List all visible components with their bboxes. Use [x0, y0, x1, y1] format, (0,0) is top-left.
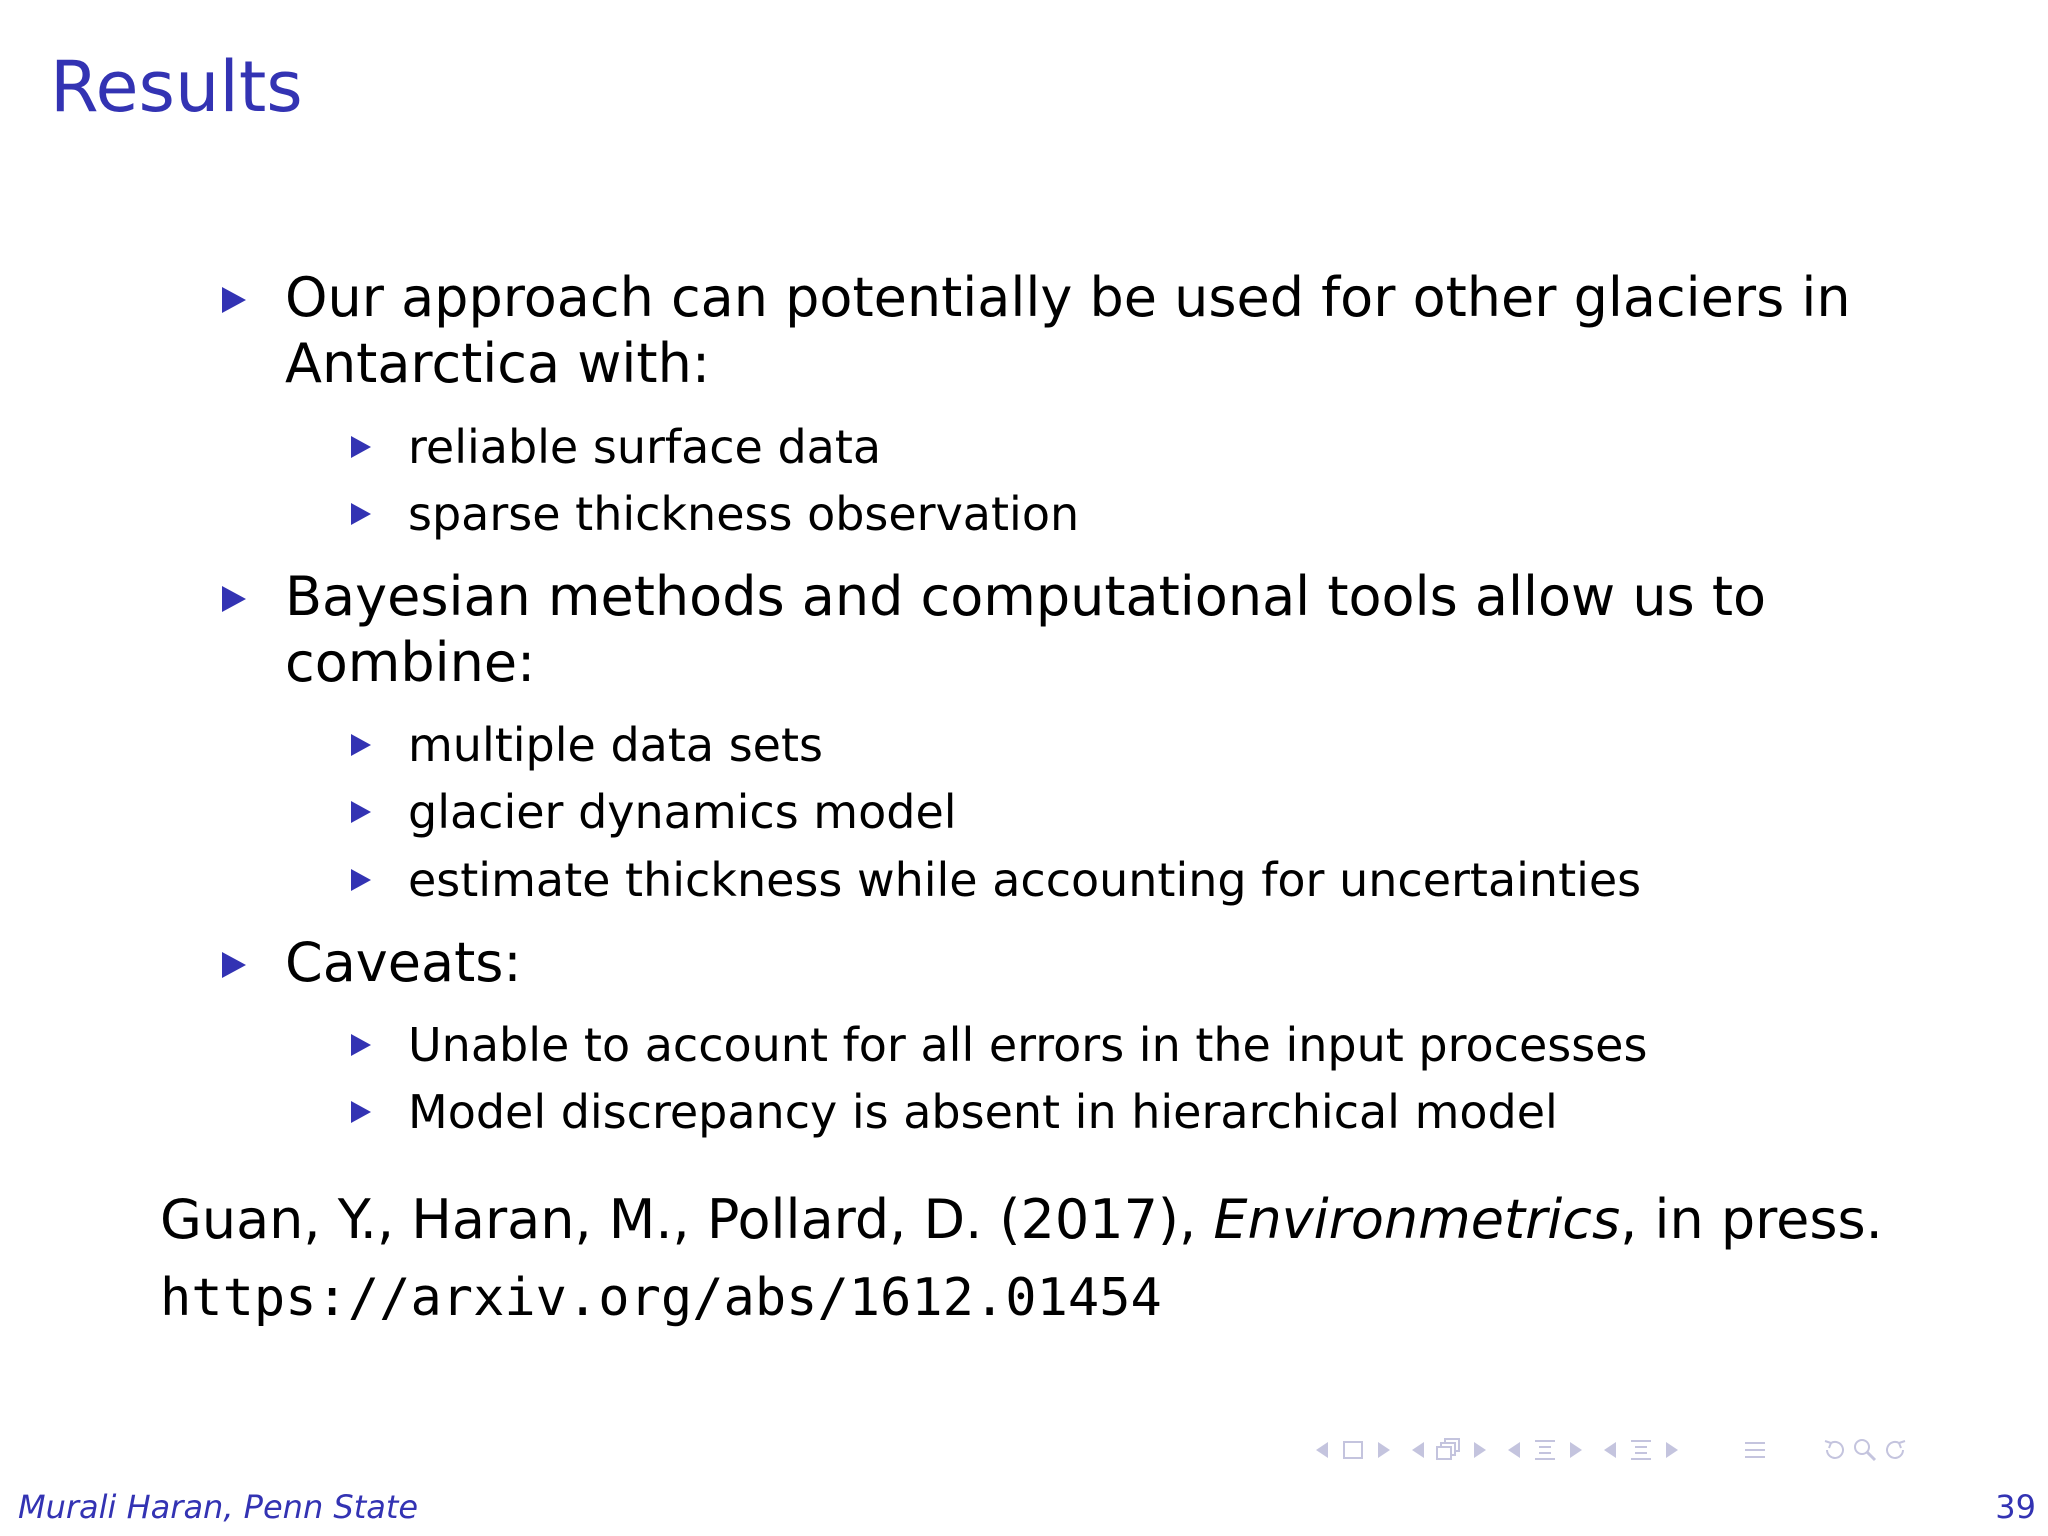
section-icon[interactable]	[1530, 1436, 1560, 1464]
bullet-2-line-1: Bayesian methods and computational tools allow us to	[285, 565, 1767, 628]
undo-icon[interactable]	[1820, 1436, 1850, 1464]
nav-left-arrow-icon[interactable]	[1604, 1442, 1616, 1458]
sub-bullet-triangle-icon	[351, 436, 371, 458]
bullet-3-sub-1: Unable to account for all errors in the input processes	[408, 1018, 1648, 1072]
reference-journal: Environmetrics	[1213, 1188, 1621, 1251]
reference-status: , in press.	[1620, 1188, 1883, 1251]
reference-citation	[160, 1186, 1883, 1254]
slide-title: Results	[50, 46, 303, 128]
bullet-2-line-2: combine:	[285, 631, 536, 694]
slide-list-icon[interactable]	[1626, 1436, 1656, 1464]
nav-left-arrow-icon[interactable]	[1508, 1442, 1520, 1458]
bullet-2-sub-1: multiple data sets	[408, 718, 823, 772]
nav-subsection-group[interactable]	[1412, 1436, 1486, 1464]
bullet-1-sub-2: sparse thickness observation	[408, 487, 1080, 541]
nav-frame-group[interactable]	[1316, 1436, 1390, 1464]
bullet-3-line-1: Caveats:	[285, 931, 522, 994]
sub-bullet-triangle-icon	[351, 734, 371, 756]
reference-url[interactable]: https://arxiv.org/abs/1612.01454	[160, 1268, 1162, 1328]
beamer-navigation-bar	[1316, 1430, 1910, 1470]
nav-document-group[interactable]	[1740, 1436, 1770, 1464]
nav-right-arrow-icon[interactable]	[1378, 1442, 1390, 1458]
bullet-1-line-1: Our approach can potentially be used for other glaciers in	[285, 266, 1851, 329]
document-icon[interactable]	[1740, 1436, 1770, 1464]
nav-search-group[interactable]	[1820, 1436, 1910, 1464]
bullet-triangle-icon	[222, 287, 246, 313]
redo-icon[interactable]	[1880, 1436, 1910, 1464]
bullet-triangle-icon	[222, 952, 246, 978]
nav-left-arrow-icon[interactable]	[1316, 1442, 1328, 1458]
nav-slide-list-group[interactable]	[1604, 1436, 1678, 1464]
bullet-1-line-2: Antarctica with:	[285, 332, 711, 395]
bullet-1-sub-1: reliable surface data	[408, 420, 882, 474]
search-icon[interactable]	[1850, 1436, 1880, 1464]
bullet-2-sub-2: glacier dynamics model	[408, 785, 957, 839]
footer-author: Murali Haran, Penn State	[18, 1488, 419, 1526]
page-number: 39	[1995, 1488, 2036, 1526]
reference-authors: Guan, Y., Haran, M., Pollard, D. (2017),	[160, 1188, 1214, 1251]
nav-right-arrow-icon[interactable]	[1666, 1442, 1678, 1458]
sub-bullet-triangle-icon	[351, 801, 371, 823]
bullet-3-sub-2: Model discrepancy is absent in hierarchical model	[408, 1085, 1558, 1139]
sub-bullet-triangle-icon	[351, 503, 371, 525]
nav-right-arrow-icon[interactable]	[1474, 1442, 1486, 1458]
bullet-2-sub-3: estimate thickness while accounting for uncertainties	[408, 853, 1642, 907]
nav-right-arrow-icon[interactable]	[1570, 1442, 1582, 1458]
frame-icon[interactable]	[1338, 1436, 1368, 1464]
subsection-icon[interactable]	[1434, 1436, 1464, 1464]
nav-section-group[interactable]	[1508, 1436, 1582, 1464]
nav-left-arrow-icon[interactable]	[1412, 1442, 1424, 1458]
sub-bullet-triangle-icon	[351, 1034, 371, 1056]
bullet-triangle-icon	[222, 586, 246, 612]
sub-bullet-triangle-icon	[351, 1101, 371, 1123]
sub-bullet-triangle-icon	[351, 869, 371, 891]
